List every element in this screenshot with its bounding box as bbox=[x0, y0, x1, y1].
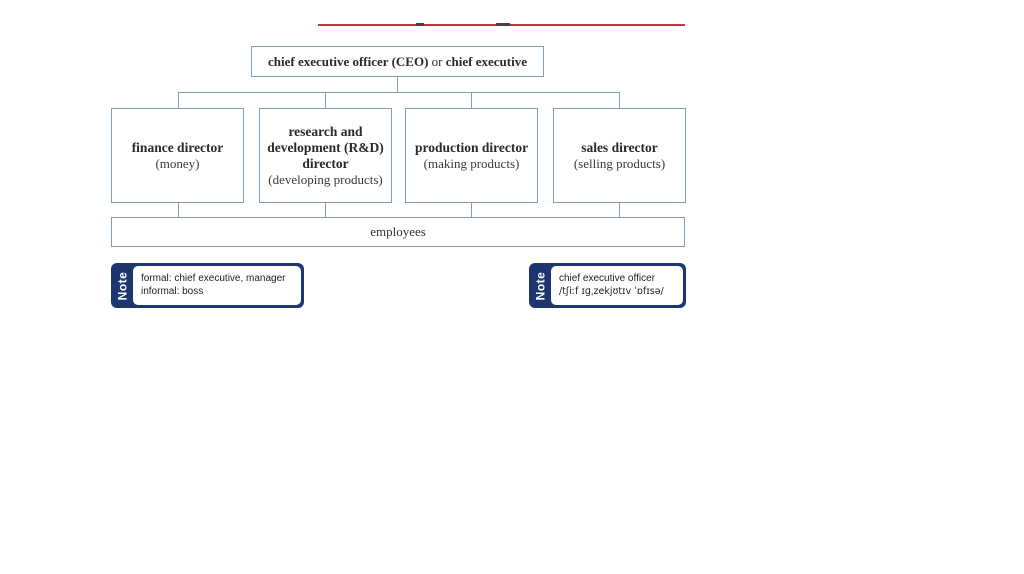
connector-line bbox=[178, 92, 179, 108]
note-pronunciation bbox=[529, 263, 686, 308]
director-title: research and development (R&D) director bbox=[267, 123, 384, 171]
accent-bar-mark bbox=[496, 23, 510, 26]
connector-line bbox=[397, 77, 398, 92]
director-desc: (making products) bbox=[423, 155, 520, 171]
connector-line bbox=[325, 92, 326, 108]
connector-line bbox=[471, 92, 472, 108]
director-title: sales director bbox=[581, 139, 658, 155]
director-title: production director bbox=[414, 139, 529, 155]
production-director-box bbox=[405, 108, 538, 203]
connector-line bbox=[619, 203, 620, 217]
finance-director-box bbox=[111, 108, 244, 203]
note-body: chief executive officer /tʃiːf ɪɡˌzekjʊtɪv ˈɒfɪsə/ bbox=[551, 266, 683, 305]
employees-label: employees bbox=[370, 224, 426, 239]
accent-bar-mark bbox=[416, 23, 424, 26]
connector-line bbox=[471, 203, 472, 217]
note-body: formal: chief executive, manager informal: boss bbox=[133, 266, 301, 305]
employees-box bbox=[111, 217, 685, 247]
director-title: finance director bbox=[131, 139, 224, 155]
connector-line bbox=[619, 92, 620, 108]
connector-line bbox=[325, 203, 326, 217]
note-tab: Note bbox=[115, 271, 130, 300]
ceo-label: chief executive officer (CEO) or chief executive bbox=[268, 53, 527, 69]
director-desc: (money) bbox=[155, 155, 200, 171]
connector-line bbox=[178, 203, 179, 217]
note-formal-informal bbox=[111, 263, 304, 308]
header-accent-bar bbox=[318, 24, 685, 26]
sales-director-box bbox=[553, 108, 686, 203]
director-desc: (developing products) bbox=[268, 171, 383, 187]
connector-line bbox=[178, 92, 620, 93]
ceo-box bbox=[251, 46, 544, 77]
rd-director-box bbox=[259, 108, 392, 203]
director-desc: (selling products) bbox=[573, 155, 666, 171]
note-tab: Note bbox=[533, 271, 548, 300]
